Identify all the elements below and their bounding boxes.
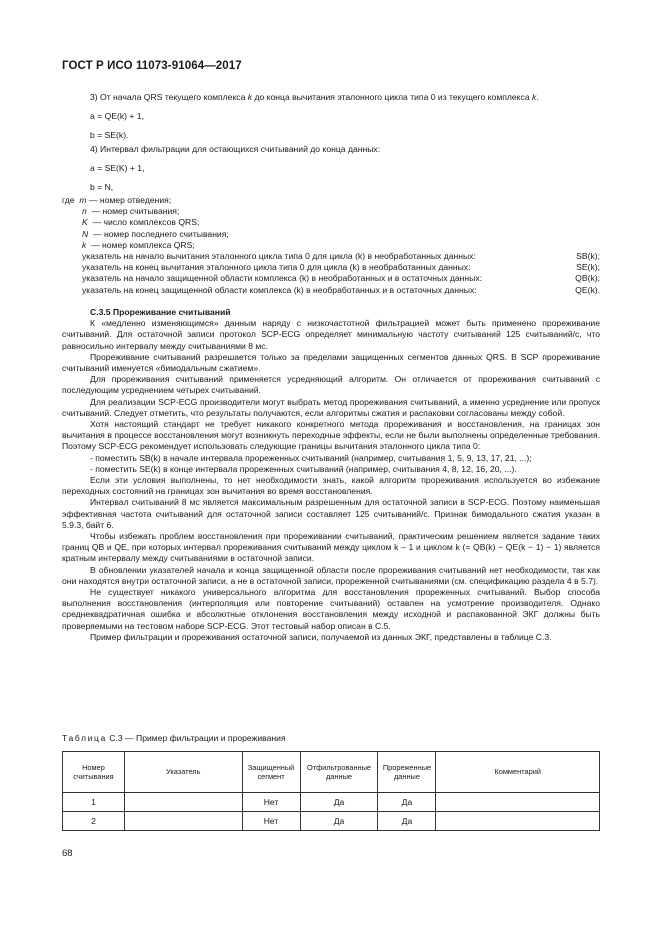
legend-block xyxy=(62,195,600,296)
column-header: Отфильтрованные данные xyxy=(300,752,378,793)
paragraph: Хотя настоящий стандарт не требует никакого конкретного метода прореживания и восстановления, на границах зон вычитания в процессе восстановления могут возникнуть переходные эффекты, если не были выполнены определенные требования. Поэтому SCP-ECG рекомендует использовать следующие границы вычитания эталонного цикла типа 0: xyxy=(62,419,600,452)
pointer-item: указатель на конец вычитания эталонного цикла типа 0 для цикла (k) в необработанных данных: SE(k); xyxy=(82,262,600,273)
bullet-item: - поместить SB(k) в начале интервала прореженных считываний (например, считывания 1, 5, 9, 13, 17, 21, ...); xyxy=(90,452,532,463)
paragraph: Не существует никакого универсального алгоритма для восстановления прореженных считываний. Выбор способа выполнения восстановления (интерполяция или повторение считываний) оставлен на усмотрение производителя. Однако среднеквадратичная ошибка и абсолютные отклонения восстановления между исходной и распакованной ЭКГ должны быть проверяемыми на тестовом наборе SCP-ECG. Этот тестовый набор описан в C.5. xyxy=(62,587,600,631)
table-cell xyxy=(124,812,242,831)
table-cell: Нет xyxy=(242,793,300,812)
pointer-item: указатель на начало защищенной области комплекса (k) в необработанных и в остаточных данных: QB(k); xyxy=(82,273,600,284)
paragraph: Чтобы избежать проблем восстановления при прореживании считываний, практическим решением является задание таких границ QB и QE, при которых интервал прореживания считываний между циклом k – 1 и циклом k (= QB(k) − QE(k − 1) − 1) является кратным интервалу между считываниями в остаточной записи. xyxy=(62,531,600,564)
pointer-list xyxy=(62,251,600,296)
table-cell: 2 xyxy=(63,812,125,831)
step-4-eq-b: b = N, xyxy=(90,182,114,193)
step-3-eq-a: a = QE(k) + 1, xyxy=(90,111,144,122)
table-cell: Нет xyxy=(242,812,300,831)
step-4-text: 4) Интервал фильтрации для остающихся считываний до конца данных: xyxy=(90,144,381,154)
table-cell: Да xyxy=(300,793,378,812)
column-header: Указатель xyxy=(124,752,242,793)
document-header: ГОСТ Р ИСО 11073-91064—2017 xyxy=(62,60,242,72)
table-cell xyxy=(436,793,600,812)
table-cell: Да xyxy=(378,812,436,831)
pointer-item: указатель на начало вычитания эталонного цикла типа 0 для цикла (k) в необработанных данных: SB(k); xyxy=(82,251,600,262)
paragraph: Для прореживания считываний применяется усредняющий алгоритм. Он отличается от прореживания считываний с последующим усреднением четырех считываний. xyxy=(62,374,600,396)
legend-item: k — номер комплекса QRS; xyxy=(82,239,195,250)
step-4-eq-a: a = SE(K) + 1, xyxy=(90,163,145,174)
section-title: C.3.5 Прореживание считываний xyxy=(90,307,231,317)
section-c35 xyxy=(62,307,600,643)
paragraph: К «медленно изменяющимся» данным наряду с низкочастотной фильтрацией может быть применено прореживание считываний. Для остаточной записи протокол SCP-ECG определяет минимальную частоту считываний 125 считываний/с, что равносильно интервалу между считываниями 8 мс. xyxy=(62,318,600,351)
table-cell xyxy=(124,793,242,812)
column-header: Прореженные данные xyxy=(378,752,436,793)
paragraph: Интервал считываний 8 мс является максимальным разрешенным для остаточной записи в SCP-ECG. Поэтому наименьшая эффективная частота считываний для остаточной записи составляет 125 считываний/с. Признак бимодального сжатия указан в 5.9.3, байт 6. xyxy=(62,497,600,530)
page-number: 68 xyxy=(62,848,73,859)
table-c3 xyxy=(62,751,600,831)
table-cell: Да xyxy=(378,793,436,812)
table-row xyxy=(63,812,600,831)
table-cell: 1 xyxy=(63,793,125,812)
bullet-item: - поместить SE(k) в конце интервала прореженных считываний (например, считывания 4, 8, 12, 16, 20, ...). xyxy=(90,463,517,474)
step-3-eq-b: b = SE(k). xyxy=(90,130,129,141)
legend-item: N — номер последнего считывания; xyxy=(82,228,229,239)
step-3-text: 3) От начала QRS текущего комплекса k до конца вычитания эталонного цикла типа 0 из текущего комплекса k. xyxy=(90,92,539,102)
legend-item: n — номер считывания; xyxy=(82,206,180,217)
step-3-block xyxy=(62,92,600,142)
table-caption: Таблица C.3 — Пример фильтрации и прореживания xyxy=(62,733,286,743)
table-header-row xyxy=(63,752,600,793)
paragraph: Для реализации SCP-ECG производители могут выбрать метод прореживания считываний, а именно усреднение или пропуск считываний. Следует отметить, что результаты получаются, если алгоритмы сжатия и распаковки согласованы между собой. xyxy=(62,396,600,418)
step-4-block xyxy=(62,144,600,194)
paragraph: Прореживание считываний разрешается только за пределами защищенных сегментов данных QRS. В SCP прореживание считываний именуется «бимодальным сжатием». xyxy=(62,351,600,374)
column-header: Защищенный сегмент xyxy=(242,752,300,793)
paragraph: В обновлении указателей начала и конца защищенной области после прореживания считываний нет необходимости, так как они находятся внутри остаточной записи, а не в остаточной записи, прореженной считываниями (см. спецификацию раздела 4 в 5.7). xyxy=(62,564,600,586)
table-row xyxy=(63,793,600,812)
paragraph: Если эти условия выполнены, то нет необходимости знать, какой алгоритм прореживания используется во избежание переходных состояний на границах зон вычитания во время восстановления. xyxy=(62,475,600,497)
legend-item: K — число комплексов QRS; xyxy=(82,217,200,228)
paragraph: Пример фильтрации и прореживания остаточной записи, получаемой из данных ЭКГ, представлены в таблице C.3. xyxy=(90,631,552,642)
legend-item: где m — номер отведения; xyxy=(62,195,172,205)
column-header: Комментарий xyxy=(436,752,600,793)
table-cell: Да xyxy=(300,812,378,831)
table-cell xyxy=(436,812,600,831)
pointer-item: указатель на конец защищенной области комплекса (k) в необработанных и в остаточных данных: QE(k). xyxy=(82,284,600,295)
column-header: Номер считывания xyxy=(63,752,125,793)
